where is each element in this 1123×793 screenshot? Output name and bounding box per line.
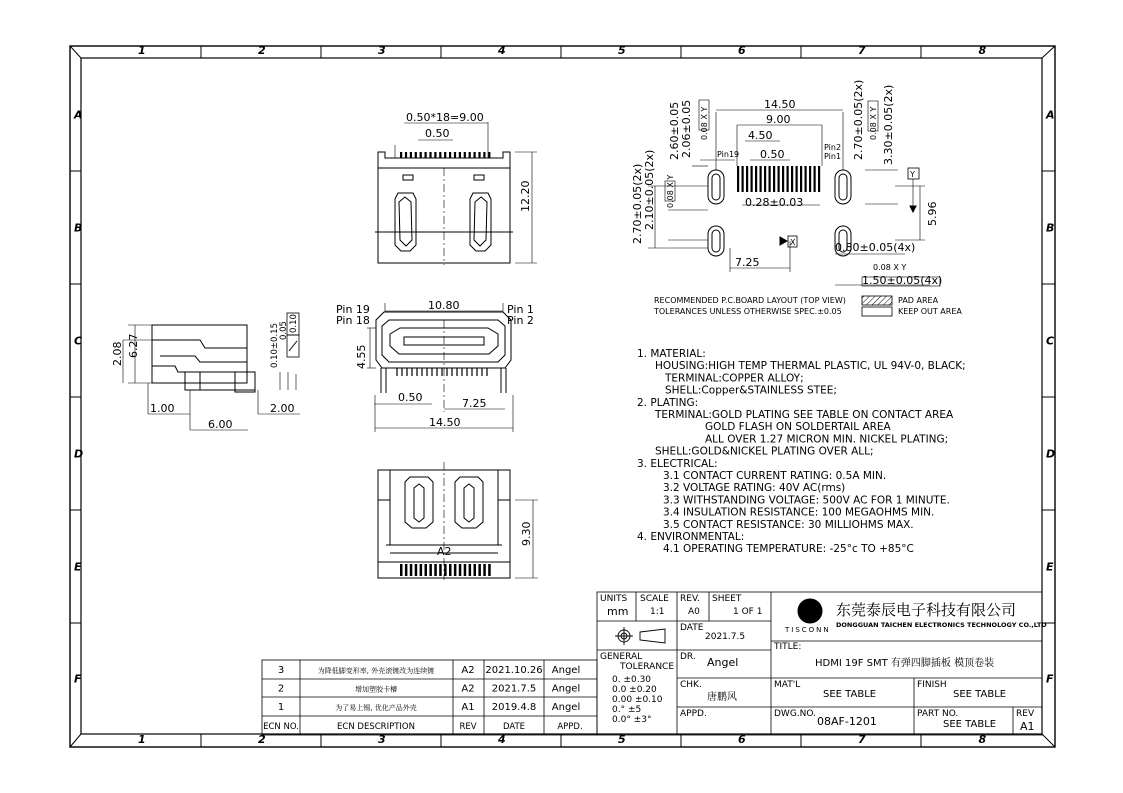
zone-col-4: 4 xyxy=(498,733,506,746)
sheet-value: 1 OF 1 xyxy=(733,607,763,617)
pcb-dim-210: 2.10±0.05(2x) xyxy=(643,149,656,230)
gen-tol-1: GENERAL xyxy=(600,652,643,662)
rev-header-rev: REV xyxy=(459,722,477,732)
dim-side-208: 2.08 xyxy=(111,341,124,366)
note-line: 3.4 INSULATION RESISTANCE: 100 MEGAOHMS MIN. xyxy=(663,506,935,519)
matl-value: SEE TABLE xyxy=(823,689,877,700)
pcb-pad xyxy=(787,166,789,192)
dim-side-100: 1.00 xyxy=(150,402,175,415)
pcb-label-pin19: Pin19 xyxy=(717,150,740,159)
dim-side-200: 2.00 xyxy=(270,402,295,415)
dim-side-tol-low: 0.05 xyxy=(279,321,289,340)
bottom-pin xyxy=(464,564,467,576)
zone-col-3: 3 xyxy=(378,44,386,57)
pcb-pad xyxy=(818,166,820,192)
zone-col-2: 2 xyxy=(258,44,266,57)
rev-header-appd: APPD. xyxy=(557,722,583,732)
top-pin xyxy=(429,152,431,158)
pcb-dim-260: 2.60±0.05 xyxy=(668,101,681,160)
company-name-en: DONGGUAN TAICHEN ELECTRONICS TECHNOLOGY CO.,LTD xyxy=(836,621,1047,629)
note-line: HOUSING:HIGH TEMP THERMAL PLASTIC, UL 94V-0, BLACK; xyxy=(655,360,966,373)
pcb-dim-050: 0.50 xyxy=(760,148,785,161)
bottom-pin xyxy=(478,564,481,576)
rev-header-date: DATE xyxy=(502,722,526,732)
tolerance-row: 0.° ±5 xyxy=(612,705,642,715)
note-line: 4.1 OPERATING TEMPERATURE: -25°c TO +85°C xyxy=(663,543,914,556)
rev-label: REV. xyxy=(680,594,700,604)
part-value: SEE TABLE xyxy=(943,719,997,730)
note-line: 4. ENVIRONMENTAL: xyxy=(637,531,745,543)
bottom-pin xyxy=(474,564,477,576)
rev2-value: A1 xyxy=(1020,720,1035,733)
sheet-label: SHEET xyxy=(712,594,742,604)
pcb-dim-596: 5.96 xyxy=(926,201,939,226)
note-line: 1. MATERIAL: xyxy=(637,348,706,360)
pcb-pad xyxy=(746,166,748,192)
top-pin xyxy=(400,152,402,158)
rev-ecn-no: 2 xyxy=(277,683,285,695)
appd-label: APPD. xyxy=(680,709,707,719)
pcb-label-pin2: Pin2 xyxy=(824,143,842,152)
dim-side-tol: 0.10±0.15 xyxy=(270,323,280,368)
rev-ecn-no: 3 xyxy=(277,665,285,676)
side-pin-stack xyxy=(235,372,255,392)
finish-label: FINISH xyxy=(917,680,947,690)
bottom-spring-left xyxy=(405,477,433,528)
rev-rev: A1 xyxy=(461,702,475,713)
pcb-tolerance-label: TOLERANCES UNLESS OTHERWISE SPEC.±0.05 xyxy=(654,307,842,316)
dim-height-top: 12.20 xyxy=(519,180,532,212)
label-a2: A2 xyxy=(437,545,452,558)
projection-symbol xyxy=(615,627,665,645)
top-view-pins xyxy=(400,152,490,158)
dim-front-455: 4.55 xyxy=(355,344,368,369)
pcb-dim-080: 0.80±0.05(4x) xyxy=(835,241,916,254)
pcb-pad xyxy=(751,166,753,192)
top-pin xyxy=(483,152,485,158)
rev-date: 2021.10.26 xyxy=(485,665,543,676)
dim-side-600: 6.00 xyxy=(208,418,233,431)
dr-value: Angel xyxy=(707,656,739,669)
rev-header-no: ECN NO. xyxy=(263,722,299,732)
pcb-dim-270b: 2.70±0.05(2x) xyxy=(852,79,865,160)
bottom-pin xyxy=(405,564,408,576)
bottom-spring-right xyxy=(455,477,483,528)
top-pin xyxy=(469,152,471,158)
rev-desc: 为了易上锡, 优化产品外壳 xyxy=(335,704,417,712)
tolerance-row: 0.00 ±0.10 xyxy=(612,695,663,705)
pcb-pad xyxy=(760,166,762,192)
pcb-dim-206: 2.06±0.05 xyxy=(680,99,693,158)
pcb-gdt-left: 0.08 X Y xyxy=(666,174,675,208)
pcb-pad xyxy=(814,166,816,192)
bottom-pin xyxy=(420,564,423,576)
svg-text:TS: TS xyxy=(802,605,822,621)
revision-rows xyxy=(263,665,583,732)
pcb-pad xyxy=(742,166,744,192)
dim-pitch: 0.50 xyxy=(425,127,450,140)
dim-front-725: 7.25 xyxy=(462,397,487,410)
pcb-pad xyxy=(800,166,802,192)
zone-row-C: C xyxy=(74,334,83,348)
zone-col-3: 3 xyxy=(378,733,386,746)
top-pin xyxy=(488,152,490,158)
spring-left xyxy=(395,193,416,251)
note-line: 3.5 CONTACT RESISTANCE: 30 MILLIOHMS MAX. xyxy=(663,518,914,531)
top-pin xyxy=(464,152,466,158)
matl-label: MAT'L xyxy=(774,680,801,690)
rev-rev: A2 xyxy=(461,665,475,676)
pcb-datum-x: X xyxy=(790,238,796,247)
bottom-view xyxy=(378,462,538,580)
label-pin19: Pin 19 xyxy=(336,303,370,316)
top-slot-left xyxy=(403,175,413,180)
zone-row-E: E xyxy=(1046,560,1054,574)
rev-desc: 为降低脚变形率, 外壳滚镀改为连续镀 xyxy=(317,667,435,675)
bottom-pin xyxy=(425,564,428,576)
rev2-label: REV xyxy=(1016,709,1035,719)
bottom-pin xyxy=(439,564,442,576)
rev-ecn-no: 1 xyxy=(277,702,285,713)
zone-col-8: 8 xyxy=(978,733,987,746)
bottom-pin xyxy=(429,564,432,576)
pcb-pad xyxy=(778,166,780,192)
pcb-gdt-top-left: 0.08 X Y xyxy=(700,106,709,140)
pcb-gdt-bottom: 0.08 X Y xyxy=(873,263,907,272)
note-line: 3. ELECTRICAL: xyxy=(637,457,718,470)
bottom-pin xyxy=(459,564,462,576)
part-label: PART NO. xyxy=(917,709,959,719)
pcb-gdt-top-right: 0.08 X Y xyxy=(869,106,878,140)
zone-col-1: 1 xyxy=(138,44,146,57)
bottom-pin xyxy=(454,564,457,576)
chk-value: 唐鹏风 xyxy=(707,692,737,703)
scale-label: SCALE xyxy=(640,594,669,604)
notes-block xyxy=(637,348,966,555)
zone-row-A: A xyxy=(74,108,83,122)
tolerance-row: 0. ±0.30 xyxy=(612,675,652,685)
bottom-pin xyxy=(469,564,472,576)
dim-front-1450: 14.50 xyxy=(429,416,461,429)
pcb-pad xyxy=(791,166,793,192)
dwg-value: 08AF-1201 xyxy=(817,715,877,728)
zone-col-7: 7 xyxy=(858,44,866,57)
pcb-pad xyxy=(769,166,771,192)
bottom-pin xyxy=(400,564,403,576)
bottom-pin xyxy=(449,564,452,576)
top-pin xyxy=(439,152,441,158)
note-line: 2. PLATING: xyxy=(637,396,699,409)
inner-frame xyxy=(81,58,1042,734)
tolerance-row: 0.0 ±0.20 xyxy=(612,685,657,695)
top-pin xyxy=(449,152,451,158)
top-pin xyxy=(454,152,456,158)
zone-col-8: 8 xyxy=(978,44,987,57)
pcb-label-pin1: Pin1 xyxy=(824,152,842,161)
bottom-view-pins xyxy=(400,564,491,576)
front-view-pins xyxy=(397,368,487,376)
label-pin18: Pin 18 xyxy=(336,314,370,327)
rev-appd: Angel xyxy=(551,702,581,713)
bottom-pin xyxy=(483,564,486,576)
outer-frame xyxy=(70,46,1055,747)
scale-value: 1:1 xyxy=(650,607,665,617)
gen-tol-2: TOLERANCE xyxy=(620,662,675,672)
pcb-pad-area-label: PAD AREA xyxy=(898,296,939,305)
pcb-pad xyxy=(805,166,807,192)
front-view xyxy=(367,303,513,432)
top-pin xyxy=(459,152,461,158)
dim-front-1080: 10.80 xyxy=(428,299,460,312)
pcb-dim-330: 3.30±0.05(2x) xyxy=(882,84,895,165)
pcb-hole-top-right xyxy=(835,170,851,204)
units-label: UNITS xyxy=(600,594,628,604)
top-pin xyxy=(478,152,480,158)
pcb-keep-out-label: KEEP OUT AREA xyxy=(898,307,962,316)
title-label: TITLE: xyxy=(774,642,802,652)
dim-front-050: 0.50 xyxy=(398,391,423,404)
top-pin xyxy=(434,152,436,158)
finish-value: SEE TABLE xyxy=(953,689,1007,700)
pcb-dim-1450: 14.50 xyxy=(764,98,796,111)
rev-appd: Angel xyxy=(551,683,581,695)
zone-col-2: 2 xyxy=(258,733,266,746)
date-value: 2021.7.5 xyxy=(705,632,746,642)
note-line: ALL OVER 1.27 MICRON MIN. NICKEL PLATING; xyxy=(705,433,949,446)
note-line: GOLD FLASH ON SOLDERTAIL AREA xyxy=(705,421,891,434)
company-name-cn: 东莞泰辰电子科技有限公司 xyxy=(836,601,1017,619)
pcb-pad xyxy=(796,166,798,192)
zone-col-7: 7 xyxy=(858,733,866,746)
pcb-dim-450: 4.50 xyxy=(748,129,773,142)
label-pin1: Pin 1 xyxy=(507,303,534,316)
pcb-datum-y: Y xyxy=(910,170,915,179)
pcb-hole-top-left xyxy=(708,170,724,204)
note-line: SHELL:Copper&STAINLESS STEE; xyxy=(665,384,837,397)
units-value: mm xyxy=(607,605,629,618)
chk-label: CHK. xyxy=(680,680,702,690)
pcb-pad xyxy=(764,166,766,192)
spring-right xyxy=(470,193,491,251)
bottom-pin xyxy=(434,564,437,576)
pcb-pad xyxy=(737,166,739,192)
dim-bottom-930: 9.30 xyxy=(520,521,533,546)
tolerance-rows xyxy=(612,675,662,725)
pcb-dim-270a: 2.70±0.05(2x) xyxy=(631,163,644,244)
note-line: TERMINAL:GOLD PLATING SEE TABLE ON CONTACT AREA xyxy=(655,409,954,421)
bottom-pin xyxy=(444,564,447,576)
zone-col-4: 4 xyxy=(498,44,506,57)
note-line: 3.3 WITHSTANDING VOLTAGE: 500V AC FOR 1 MINUTE. xyxy=(663,494,950,507)
top-slot-right xyxy=(474,175,484,180)
top-pin xyxy=(444,152,446,158)
dwg-label: DWG.NO. xyxy=(774,709,816,719)
rev-desc: 增加塑胶卡槽 xyxy=(355,685,397,694)
dim-pitch-total: 0.50*18=9.00 xyxy=(406,111,484,124)
zone-col-5: 5 xyxy=(618,733,626,746)
zone-row-E: E xyxy=(74,560,82,574)
zone-row-D: D xyxy=(74,447,84,461)
zone-grid-ticks xyxy=(70,46,1055,747)
top-view xyxy=(375,122,537,265)
zone-row-F: F xyxy=(1046,672,1054,686)
bottom-pin xyxy=(410,564,413,576)
pcb-pad xyxy=(755,166,757,192)
drawing-title: HDMI 19F SMT 有弹四脚插板 模顶卷装 xyxy=(815,658,995,669)
frame-corner-diagonals xyxy=(70,46,1055,747)
top-pin xyxy=(420,152,422,158)
pcb-dim-150: 1.50±0.05(4x) xyxy=(862,274,943,287)
company-logo xyxy=(798,599,822,623)
rev-rev: A2 xyxy=(461,683,475,695)
zone-row-B: B xyxy=(1046,221,1055,235)
pcb-dim-900: 9.00 xyxy=(766,113,791,126)
zone-col-1: 1 xyxy=(138,733,146,746)
pcb-pads xyxy=(737,166,820,192)
rev-appd: Angel xyxy=(551,665,581,676)
zone-row-C: C xyxy=(1046,334,1055,348)
pcb-pad xyxy=(809,166,811,192)
rev-value: A0 xyxy=(688,607,700,617)
note-line: 3.1 CONTACT CURRENT RATING: 0.5A MIN. xyxy=(663,470,887,482)
rev-date: 2021.7.5 xyxy=(491,683,537,695)
dim-side-627: 6.27 xyxy=(127,333,140,358)
label-pin2: Pin 2 xyxy=(507,314,534,327)
pcb-pad xyxy=(773,166,775,192)
zone-col-6: 6 xyxy=(738,44,746,57)
logo-text: TISCONN xyxy=(785,626,831,634)
note-line: TERMINAL:COPPER ALLOY; xyxy=(665,372,804,385)
rev-header-desc: ECN DESCRIPTION xyxy=(337,722,415,732)
top-pin xyxy=(474,152,476,158)
pcb-pad xyxy=(782,166,784,192)
rev-date: 2019.4.8 xyxy=(491,702,537,713)
zone-col-5: 5 xyxy=(618,44,626,57)
zone-col-6: 6 xyxy=(738,733,746,746)
zone-row-D: D xyxy=(1046,447,1056,461)
bottom-pin xyxy=(488,564,491,576)
top-pin xyxy=(425,152,427,158)
bottom-pin xyxy=(415,564,418,576)
zone-row-F: F xyxy=(74,672,82,686)
tolerance-row: 0.0° ±3° xyxy=(612,715,652,725)
dr-label: DR. xyxy=(680,652,696,662)
note-line: 3.2 VOLTAGE RATING: 40V AC(rms) xyxy=(663,482,846,495)
pcb-layout-label: RECOMMENDED P.C.BOARD LAYOUT (TOP VIEW) xyxy=(654,296,846,305)
pcb-dim-028: 0.28±0.03 xyxy=(745,196,804,209)
zone-row-B: B xyxy=(74,221,83,235)
zone-row-A: A xyxy=(1046,108,1055,122)
top-pin xyxy=(410,152,412,158)
note-line: SHELL:GOLD&NICKEL PLATING OVER ALL; xyxy=(655,445,874,458)
dim-side-flat: 0.10 xyxy=(289,314,299,333)
top-pin xyxy=(415,152,417,158)
top-pin xyxy=(405,152,407,158)
date-label: DATE xyxy=(680,623,704,633)
pcb-dim-725: 7.25 xyxy=(735,256,760,269)
